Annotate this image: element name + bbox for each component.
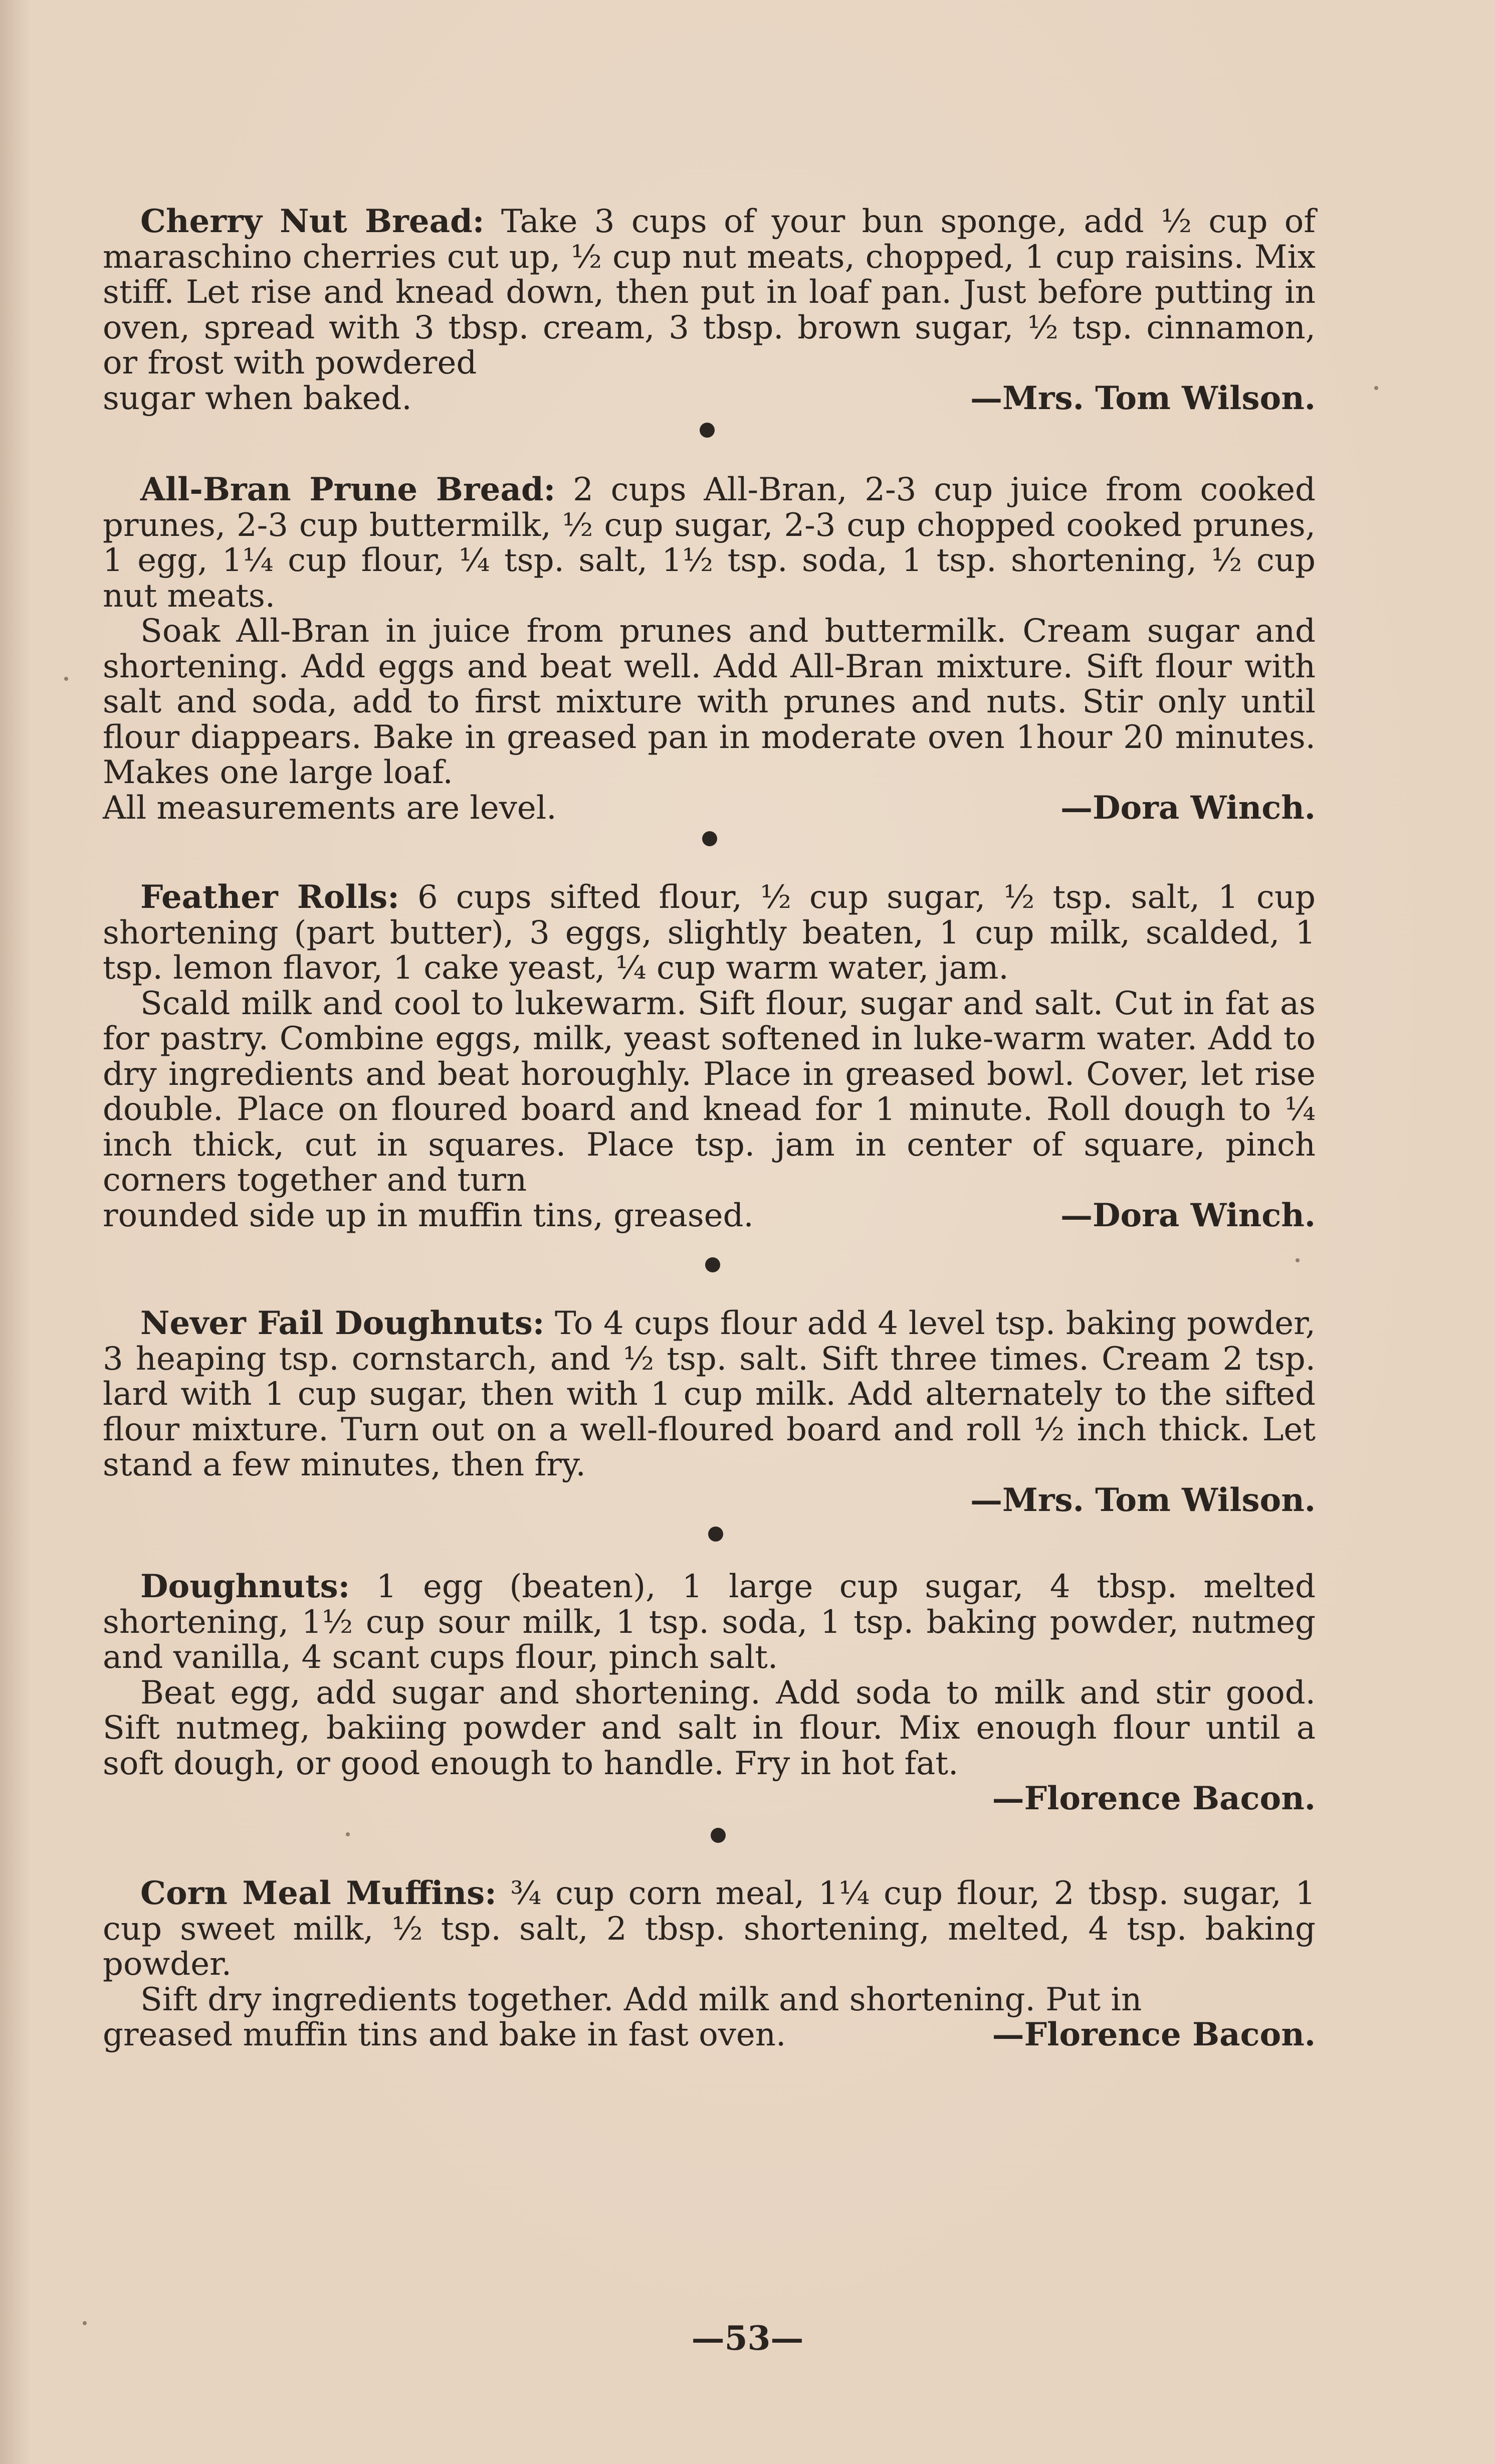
paper-speck	[346, 1832, 350, 1836]
separator-bullet	[705, 1257, 720, 1272]
recipe-never-fail-doughnuts	[103, 1306, 1316, 1518]
recipe-author: —Mrs. Tom Wilson.	[970, 1481, 1316, 1519]
page-edge-shadow	[0, 0, 30, 2464]
recipe-author: —Dora Winch.	[1060, 1196, 1316, 1234]
recipe-feather-rolls	[103, 880, 1316, 1233]
recipe-title: Never Fail Doughnuts:	[140, 1304, 545, 1342]
recipe-last-line: sugar when baked.	[103, 380, 412, 417]
recipe-title: Doughnuts:	[140, 1568, 350, 1605]
recipe-author: —Dora Winch.	[1060, 789, 1316, 827]
recipe-body	[103, 1876, 1316, 1982]
recipe-body	[103, 880, 1316, 986]
recipe-title: Cherry Nut Bread:	[140, 203, 485, 240]
separator-bullet	[711, 1828, 726, 1843]
recipe-method: Sift dry ingredients together. Add milk and shortening. Put in	[140, 1981, 1142, 2018]
paper-speck	[1296, 1258, 1300, 1262]
paper-speck	[83, 2321, 87, 2325]
recipe-author: —Mrs. Tom Wilson.	[970, 379, 1316, 417]
recipe-body	[103, 1306, 1316, 1483]
recipe-doughnuts	[103, 1569, 1316, 1817]
recipe-last-line: rounded side up in muffin tins, greased.	[103, 1197, 754, 1234]
recipe-corn-meal-muffins	[103, 1876, 1316, 2053]
recipe-title: Feather Rolls:	[140, 878, 399, 916]
paper-speck	[1374, 386, 1378, 390]
recipe-closing-line	[103, 791, 1316, 826]
recipe-last-line: greased muffin tins and bake in fast oven.	[103, 2016, 786, 2053]
recipe-ingredients: To 4 cups flour add 4 level tsp. baking powder, 3 heaping tsp. cornstarch, and ½ tsp. salt. Sift three times. Cream 2 tsp. lard with 1 cup sugar, then with 1 cup milk. Add alternately to the sifted flour mixture. Turn out on a well-floured board and roll ½ inch thick. Let stand a few minutes, then fry.	[103, 1305, 1316, 1483]
recipe-closing-line	[103, 381, 1316, 417]
separator-bullet	[708, 1527, 723, 1542]
recipe-author: —Florence Bacon.	[992, 1780, 1316, 1817]
recipe-body	[103, 472, 1316, 614]
recipe-method: Beat egg, add sugar and shortening. Add soda to milk and stir good. Sift nutmeg, bakiing powder and salt in flour. Mix enough flour until a soft dough, or good enough to handle. Fry in hot fat.	[103, 1674, 1316, 1782]
recipe-ingredients: ¾ cup corn meal, 1¼ cup flour, 2 tbsp. sugar, 1 cup sweet milk, ½ tsp. salt, 2 tbsp. shortening, melted, 4 tsp. baking powder.	[103, 1875, 1316, 1983]
recipe-last-line: All measurements are level.	[103, 789, 557, 827]
recipe-method: Soak All-Bran in juice from prunes and buttermilk. Cream sugar and shortening. Add eggs and beat well. Add All-Bran mixture. Sift flour with salt and soda, add to first mixture with prunes and nuts. Stir only until flour diappears. Bake in greased pan in moderate oven 1hour 20 minutes. Makes one large loaf.	[103, 613, 1316, 791]
recipe-ingredients: 2 cups All-Bran, 2-3 cup juice from cooked prunes, 2-3 cup buttermilk, ½ cup sugar, 2-3 cup chopped cooked prunes, 1 egg, 1¼ cup flour, ¼ tsp. salt, 1½ tsp. soda, 1 tsp. shortening, ½ cup nut meats.	[103, 471, 1316, 615]
recipe-method: Scald milk and cool to lukewarm. Sift flour, sugar and salt. Cut in fat as for pastry. Combine eggs, milk, yeast softened in luke-warm water. Add to dry ingredients and beat horoughly. Place in greased bowl. Cover, let rise double. Place on floured board and knead for 1 minute. Roll dough to ¼ inch thick, cut in squares. Place tsp. jam in center of square, pinch corners together and turn	[103, 985, 1316, 1199]
separator-bullet	[700, 423, 715, 438]
recipe-title: Corn Meal Muffins:	[140, 1874, 497, 1912]
recipe-ingredients: 1 egg (beaten), 1 large cup sugar, 4 tbsp. melted shortening, 1½ cup sour milk, 1 tsp. soda, 1 tsp. baking powder, nutmeg and vanilla, 4 scant cups flour, pinch salt.	[103, 1568, 1316, 1676]
recipe-cherry-nut-bread	[103, 204, 1316, 416]
page-number: —53—	[691, 2319, 804, 2358]
paper-speck	[64, 677, 68, 681]
recipe-body	[103, 204, 1316, 381]
recipe-ingredients: Take 3 cups of your bun sponge, add ½ cup of maraschino cherries cut up, ½ cup nut meats, chopped, 1 cup raisins. Mix stiff. Let rise and knead down, then put in loaf pan. Just before putting in oven, spread with 3 tbsp. cream, 3 tbsp. brown sugar, ½ tsp. cinnamon, or frost with powdered	[103, 203, 1316, 382]
recipe-body	[103, 1569, 1316, 1675]
recipe-title: All-Bran Prune Bread:	[140, 471, 556, 508]
recipe-closing-line	[103, 2017, 1316, 2053]
recipe-ingredients: 6 cups sifted flour, ½ cup sugar, ½ tsp. salt, 1 cup shortening (part butter), 3 eggs, slightly beaten, 1 cup milk, scalded, 1 tsp. lemon flavor, 1 cake yeast, ¼ cup warm water, jam.	[103, 879, 1316, 987]
recipe-closing-line	[103, 1198, 1316, 1234]
separator-bullet	[702, 831, 717, 846]
recipe-author: —Florence Bacon.	[992, 2016, 1316, 2053]
recipe-all-bran-prune-bread	[103, 472, 1316, 826]
